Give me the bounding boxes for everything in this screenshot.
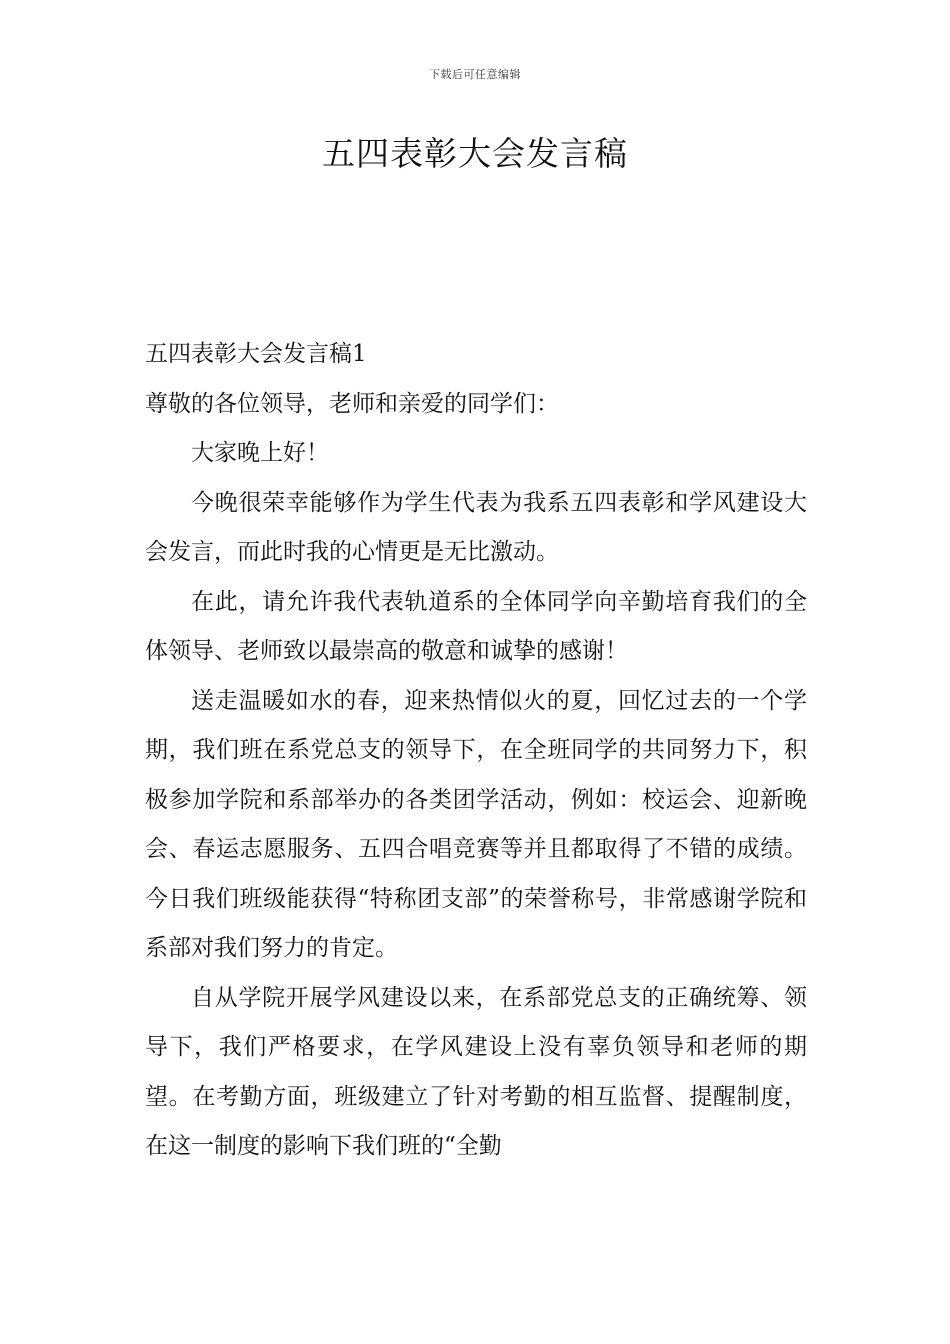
body-paragraph-3: 送走温暖如水的春，迎来热情似火的夏，回忆过去的一个学期，我们班在系党总支的领导下，在全班同学的共同努力下，积极参加学院和系部举办的各类团学活动，例如：校运会、迎新晚会、春运志愿服务、五四合唱竞赛等并且都取得了不错的成绩。今日我们班级能获得“特称团支部”的荣誉称号，非常感谢学院和系部对我们努力的肯定。	[145, 687, 807, 961]
body-paragraph-1: 今晚很荣幸能够作为学生代表为我系五四表彰和学风建设大会发言，而此时我的心情更是无比激动。	[145, 489, 807, 565]
section-heading: 五四表彰大会发言稿1	[145, 341, 367, 367]
greeting: 大家晚上好！	[191, 440, 329, 466]
document-title: 五四表彰大会发言稿	[322, 134, 628, 173]
body-paragraph-4: 自从学院开展学风建设以来，在系部党总支的正确统筹、领导下，我们严格要求，在学风建设上没有辜负领导和老师的期望。在考勤方面，班级建立了针对考勤的相互监督、提醒制度，在这一制度的影响下我们班的“全勤	[145, 984, 807, 1159]
header-note: 下载后可任意编辑	[429, 68, 521, 81]
document-body	[145, 330, 807, 1172]
salutation: 尊敬的各位领导，老师和亲爱的同学们：	[145, 390, 559, 417]
body-paragraph-2: 在此，请允许我代表轨道系的全体同学向辛勤培育我们的全体领导、老师致以最崇高的敬意和诚挚的感谢！	[145, 588, 807, 664]
